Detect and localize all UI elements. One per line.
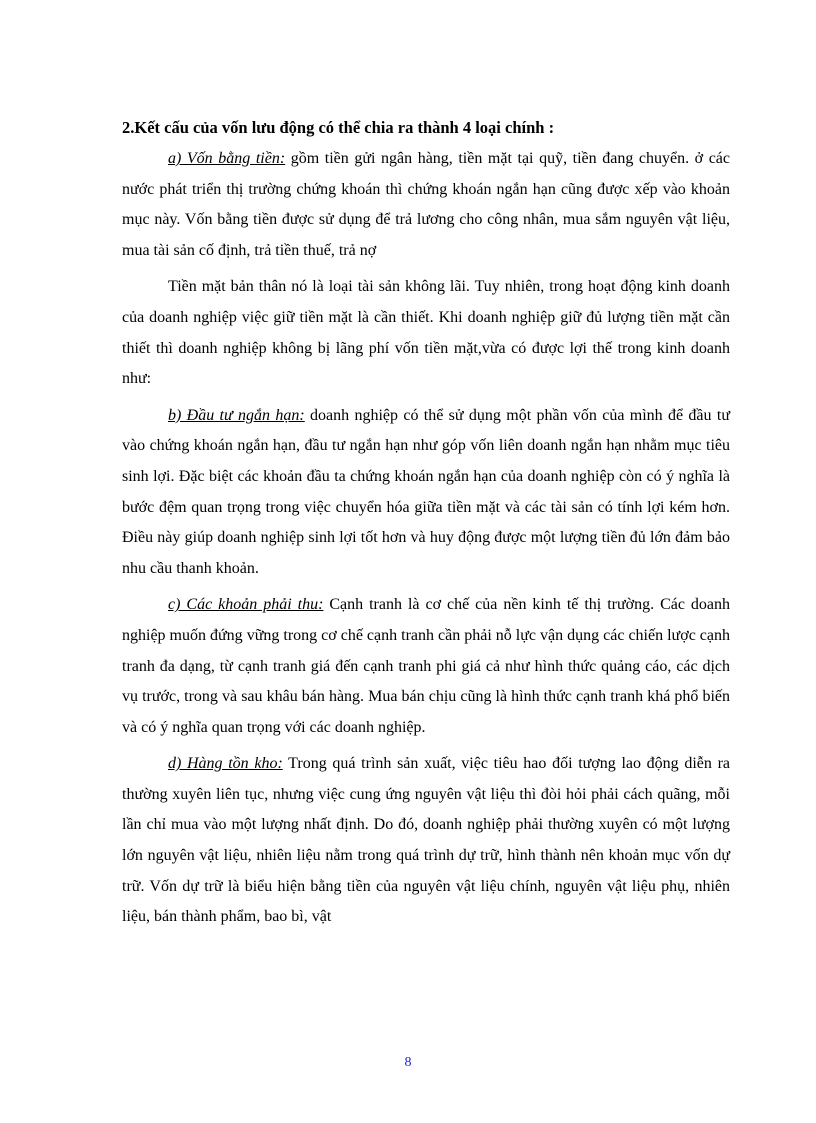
paragraph-receivables <box>122 590 730 743</box>
document-body <box>122 112 730 939</box>
paragraph-cash <box>122 144 730 266</box>
paragraph-inventory <box>122 749 730 933</box>
label-inventory: d) Hàng tồn kho: <box>168 755 283 773</box>
page-number: 8 <box>404 1055 412 1070</box>
label-cash: a) Vốn bằng tiền: <box>168 150 286 167</box>
text-receivables: Cạnh tranh là cơ chế của nền kinh tế thị trường. Các doanh nghiệp muốn đứng vững trong cơ chế cạnh tranh cần phải nỗ lực vận dụng các chiến lược cạnh tranh đa dạng, từ cạnh tranh giá đến cạnh tranh phi giá cả như hình thức quảng cáo, các dịch vụ trước, trong và sau khâu bán hàng. Mua bán chịu cũng là hình thức cạnh tranh khá phổ biến và có ý nghĩa quan trọng với các doanh nghiệp. <box>122 596 731 736</box>
text-inventory: Trong quá trình sản xuất, việc tiêu hao đối tượng lao động diễn ra thường xuyên liên tục, nhưng việc cung ứng nguyên vật liệu thì đòi hỏi phải cách quãng, mỗi lần chỉ mua vào một lượng nhất định. Do đó, doanh nghiệp phải thường xuyên có một lượng lớn nguyên vật liệu, nhiên liệu nằm trong quá trình dự trữ, hình thành nên khoản mục vốn dự trữ. Vốn dự trữ là biểu hiện bằng tiền của nguyên vật liệu chính, nguyên vật liệu phụ, nhiên liệu, bán thành phẩm, bao bì, vật <box>122 755 731 926</box>
paragraph-short-term-investment <box>122 401 730 585</box>
section-heading: 2.Kết cấu của vốn lưu động có thể chia ra thành 4 loại chính : <box>122 118 555 137</box>
label-short-term-investment: b) Đầu tư ngắn hạn: <box>168 406 305 424</box>
text-cash-note: Tiền mặt bản thân nó là loại tài sản không lãi. Tuy nhiên, trong hoạt động kinh doanh của doanh nghiệp việc giữ tiền mặt là cần thiết. Khi doanh nghiệp giữ đủ lượng tiền mặt cần thiết thì doanh nghiệp không bị lãng phí vốn tiền mặt,vừa có được lợi thế trong kinh doanh như: <box>122 278 730 388</box>
text-short-term-investment: doanh nghiệp có thể sử dụng một phần vốn của mình để đầu tư vào chứng khoán ngắn hạn, đầu tư ngắn hạn như góp vốn liên doanh ngắn hạn nhằm mục tiêu sinh lợi. Đặc biệt các khoản đầu ta chứng khoán ngắn hạn của doanh nghiệp còn có ý nghĩa là bước đệm quan trọng trong việc chuyển hóa giữa tiền mặt và các tài sản có tính lợi kém hơn. Điều này giúp doanh nghiệp sinh lợi tốt hơn và huy động được một lượng tiền đủ lớn đảm bảo nhu cầu thanh khoản. <box>122 406 730 577</box>
text-cash: gồm tiền gửi ngân hàng, tiền mặt tại quỹ, tiền đang chuyển. ở các nước phát triển thị trường chứng khoán thì chứng khoán ngắn hạn cũng được xếp vào khoản mục này. Vốn bằng tiền được sử dụng để trả lương cho công nhân, mua sắm nguyên vật liệu, mua tài sản cố định, trả tiền thuế, trả nợ <box>122 150 731 259</box>
paragraph-cash-note <box>122 272 730 394</box>
label-receivables: c) Các khoản phải thu: <box>168 596 324 614</box>
